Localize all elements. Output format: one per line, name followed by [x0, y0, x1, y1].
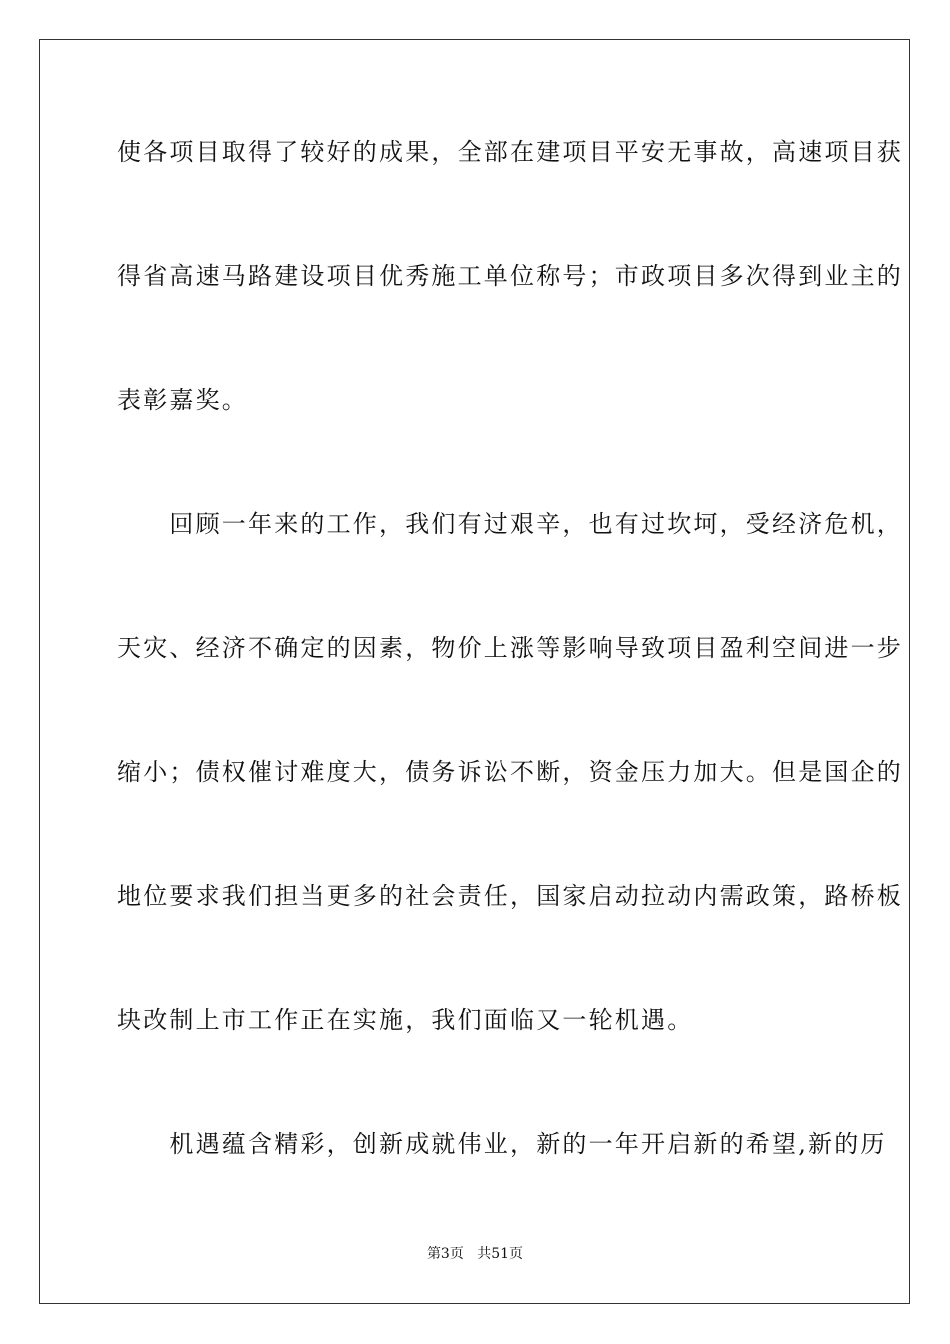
paragraph-line: 缩小；债权催讨难度大，债务诉讼不断，资金压力加大。但是国企的	[117, 758, 903, 786]
paragraph-line: 机遇蕴含精彩，创新成就伟业，新的一年开启新的希望,新的历	[117, 1130, 887, 1158]
paragraph-line: 块改制上市工作正在实施，我们面临又一轮机遇。	[117, 1006, 694, 1034]
paragraph-line: 天灾、经济不确定的因素，物价上涨等影响导致项目盈利空间进一步	[117, 634, 903, 662]
page-number: 第3页	[426, 1246, 464, 1262]
page-border	[39, 39, 910, 1304]
page-footer	[0, 1245, 950, 1263]
paragraph-line: 地位要求我们担当更多的社会责任，国家启动拉动内需政策，路桥板	[117, 882, 903, 910]
paragraph-line: 使各项目取得了较好的成果，全部在建项目平安无事故，高速项目获	[117, 138, 903, 166]
paragraph-line: 回顾一年来的工作，我们有过艰辛，也有过坎坷，受经济危机，	[117, 510, 903, 538]
paragraph-line: 表彰嘉奖。	[117, 386, 248, 414]
paragraph-line: 得省高速马路建设项目优秀施工单位称号；市政项目多次得到业主的	[117, 262, 903, 290]
page-total: 共51页	[477, 1246, 524, 1262]
